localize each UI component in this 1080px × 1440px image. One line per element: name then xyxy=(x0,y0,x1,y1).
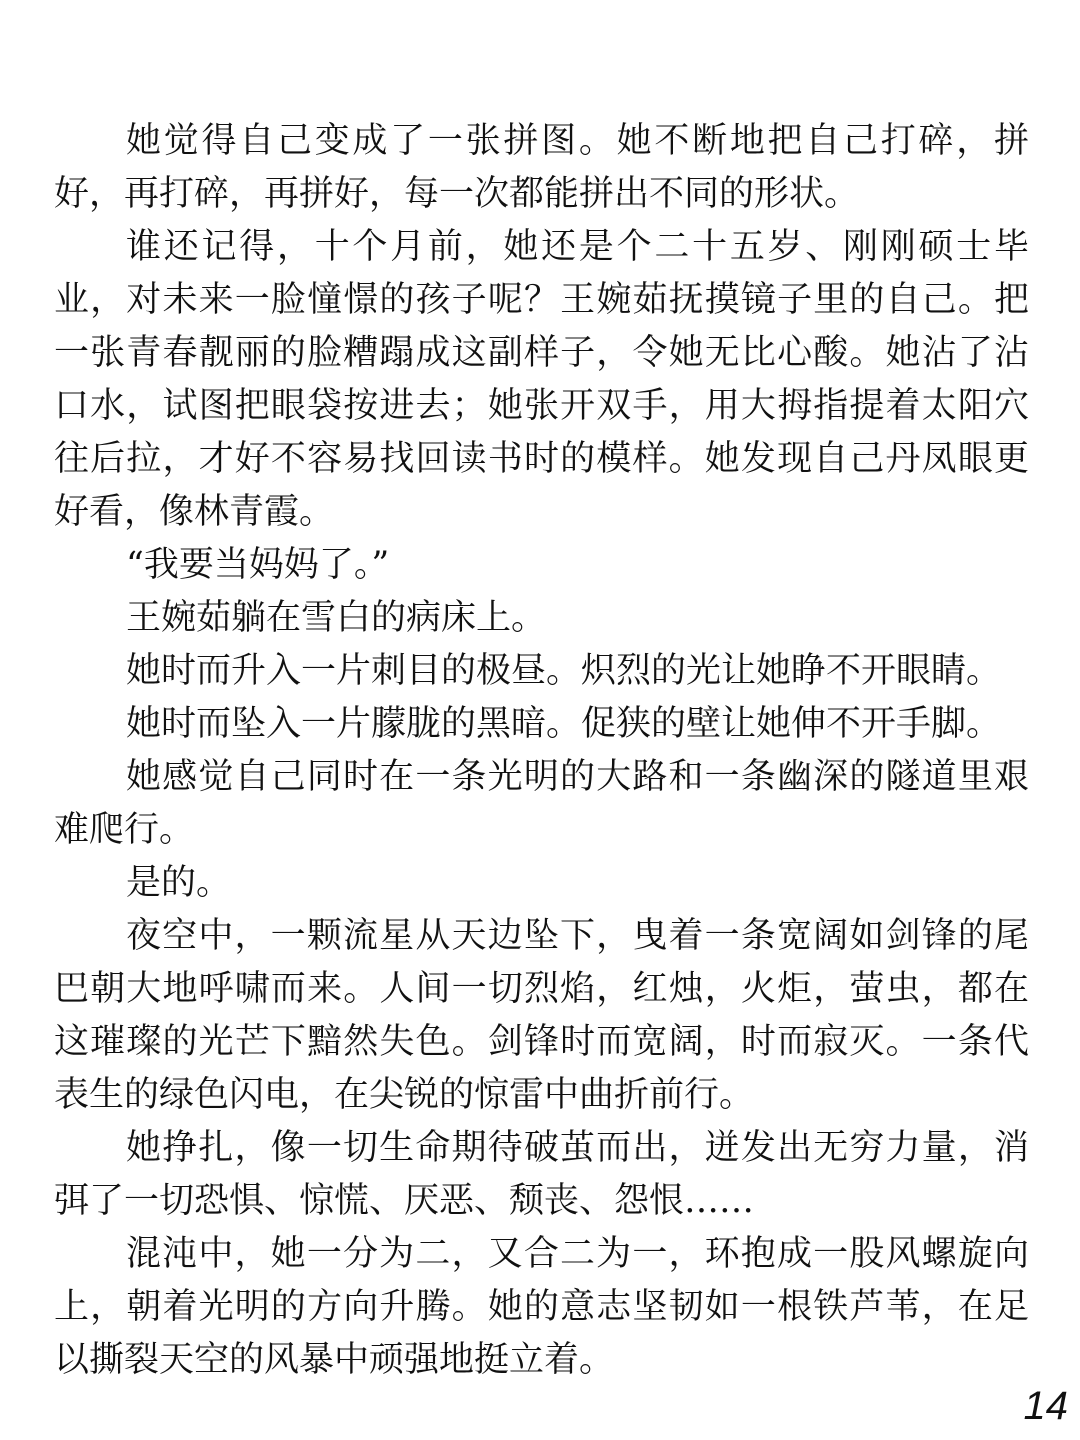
paragraph: 她时而坠入一片朦胧的黑暗。促狭的壁让她伸不开手脚。 xyxy=(126,704,1002,744)
paragraph: 她挣扎，像一切生命期待破茧而出，迸发出无穷力量，消弭了一切恐惧、惊慌、厌恶、颓丧、怨恨…… xyxy=(54,1128,1029,1221)
page-number: 14 xyxy=(1023,1384,1068,1428)
body-text xyxy=(54,115,1029,1387)
paragraph: 她觉得自己变成了一张拼图。她不断地把自己打碎，拼好，再打碎，再拼好，每一次都能拼出不同的形状。 xyxy=(54,121,1029,214)
paragraph: 混沌中，她一分为二，又合二为一，环抱成一股风螺旋向上，朝着光明的方向升腾。她的意志坚韧如一根铁芦苇，在足以撕裂天空的风暴中顽强地挺立着。 xyxy=(54,1234,1029,1380)
paragraph: 是的。 xyxy=(126,863,232,903)
paragraph: 她感觉自己同时在一条光明的大路和一条幽深的隧道里艰难爬行。 xyxy=(54,757,1029,850)
paragraph: “我要当妈妈了。” xyxy=(126,545,390,585)
paragraph: 她时而升入一片刺目的极昼。炽烈的光让她睁不开眼睛。 xyxy=(126,651,1002,691)
paragraph: 谁还记得，十个月前，她还是个二十五岁、刚刚硕士毕业，对未来一脸憧憬的孩子呢？王婉茹抚摸镜子里的自己。把一张青春靓丽的脸糟蹋成这副样子，令她无比心酸。她沾了沾口水，试图把眼袋按进去；她张开双手，用大拇指提着太阳穴往后拉，才好不容易找回读书时的模样。她发现自己丹凤眼更好看，像林青霞。 xyxy=(54,227,1029,532)
paragraph: 王婉茹躺在雪白的病床上。 xyxy=(126,598,547,638)
paragraph: 夜空中，一颗流星从天边坠下，曳着一条宽阔如剑锋的尾巴朝大地呼啸而来。人间一切烈焰，红烛，火炬，萤虫，都在这璀璨的光芒下黯然失色。剑锋时而宽阔，时而寂灭。一条代表生的绿色闪电，在尖锐的惊雷中曲折前行。 xyxy=(54,916,1029,1115)
